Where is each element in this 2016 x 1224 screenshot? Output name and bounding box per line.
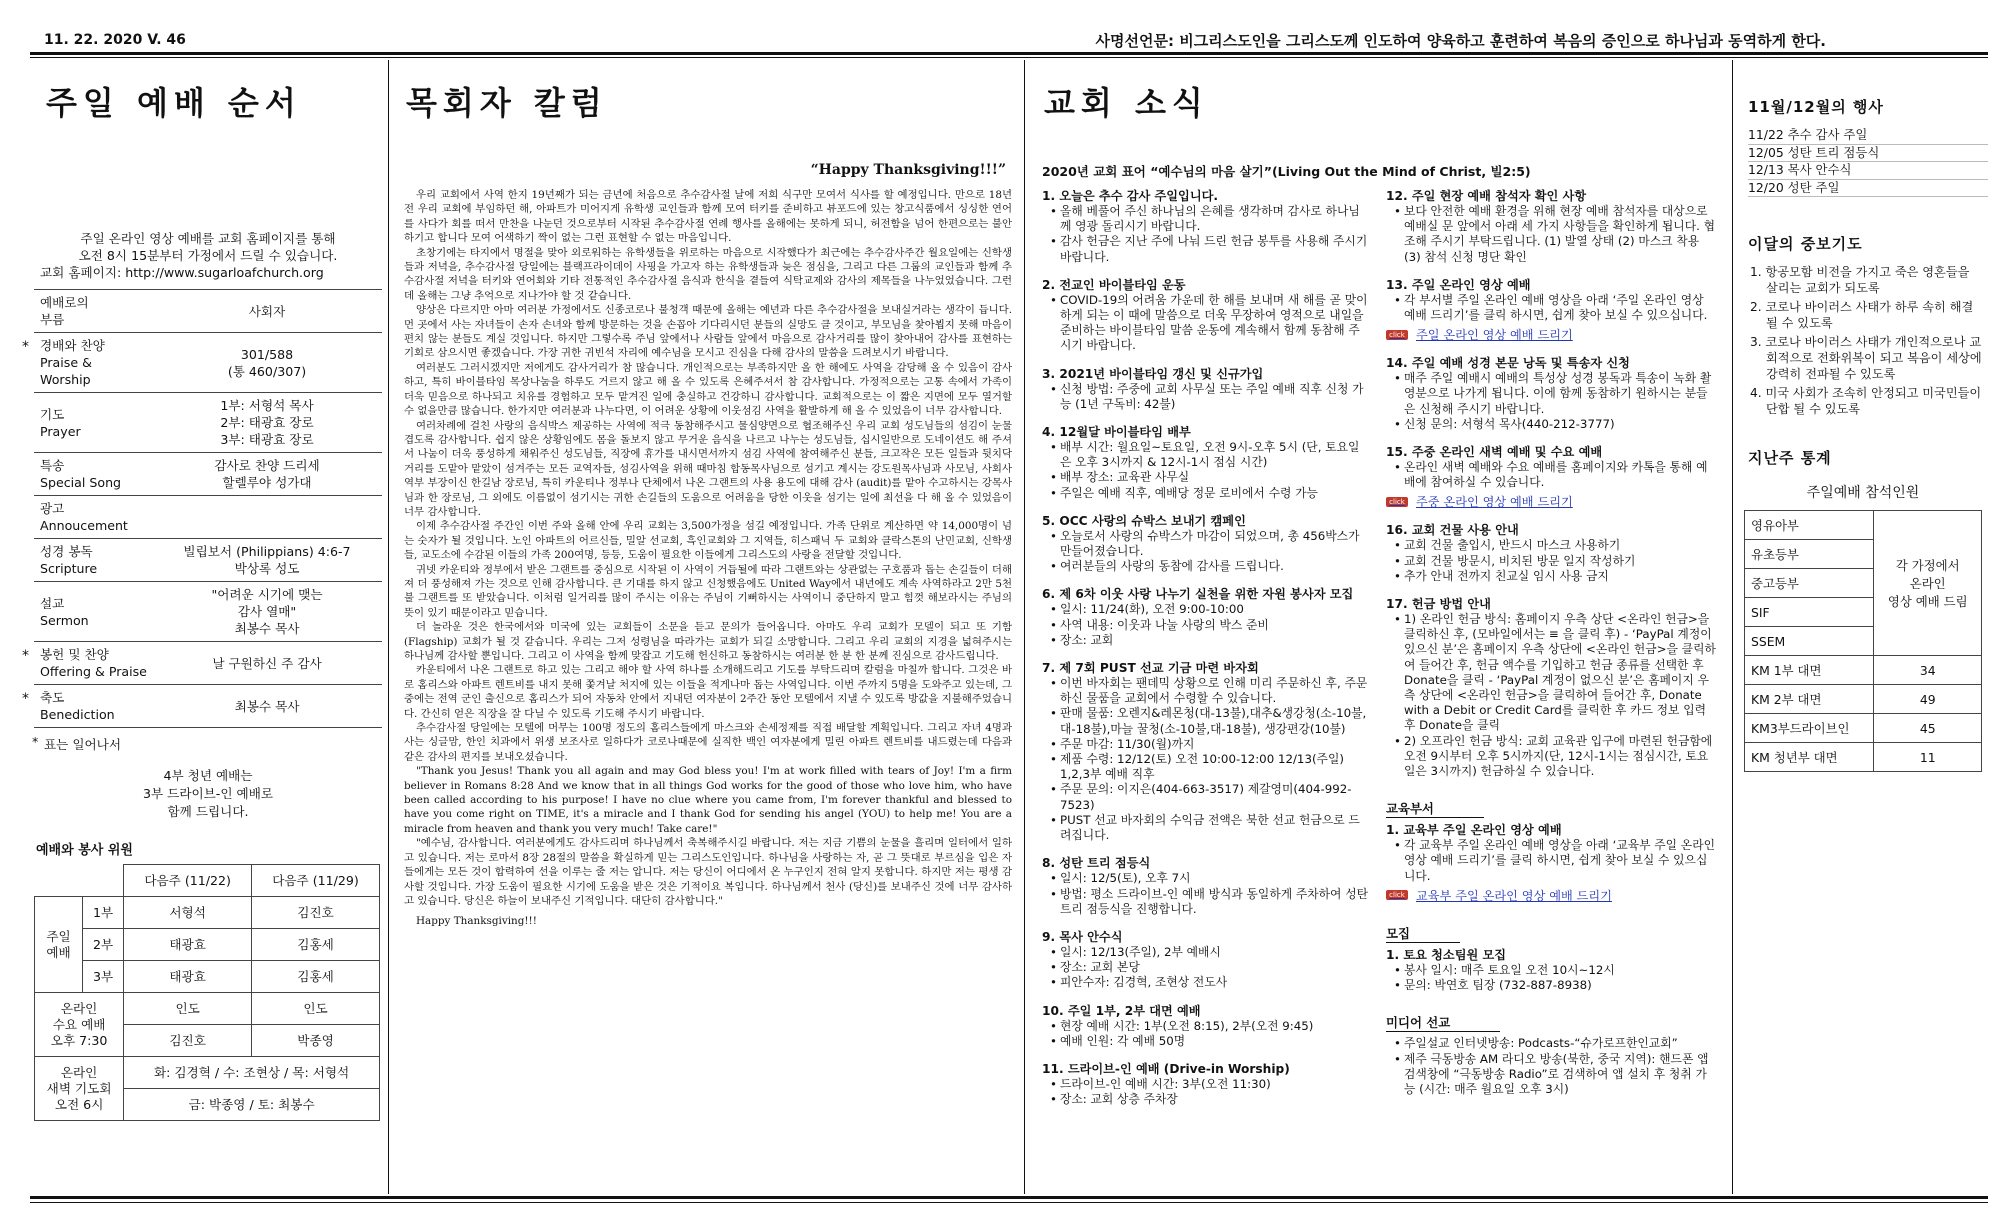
news-section-title: 미디어 선교 (1386, 1013, 1500, 1032)
news-item-list (1386, 204, 1716, 265)
issue-date: 11. 22. 2020 V. 46 (44, 32, 186, 48)
news-bullet: • 주문 마감: 11/30(월)까지 (1042, 737, 1370, 752)
news-item-list (1042, 293, 1370, 354)
service-table (34, 864, 380, 1121)
service-title: 예배와 봉사 위원 (36, 843, 133, 858)
pastor-column (392, 60, 1020, 1194)
news-bullet: • 사역 내용: 이웃과 나눌 사랑의 박스 준비 (1042, 618, 1370, 633)
top-rule-thin (30, 57, 1988, 58)
service-cell (35, 865, 124, 897)
news-item-list (1386, 838, 1716, 884)
service-cell: 3부 (83, 961, 124, 993)
church-theme: 2020년 교회 표어 “예수님의 마음 살기”(Living Out the Mind of Christ, 빌2:5) (1042, 164, 1531, 179)
stats-label: KM 1부 대면 (1745, 656, 1874, 685)
news-bullet: • 매주 주일 예배시 예배의 특성상 성경 봉독과 특송이 녹화 촬영분으로 나가게 됩니다. 이에 함께 동참하기 원하시는 분들은 신청해 주시기 바랍니다. (1386, 371, 1716, 417)
order-value: 사회자 (248, 303, 286, 319)
arrow-icon: click (1386, 330, 1408, 340)
order-name: 광고 Annoucement (40, 501, 128, 533)
order-row (22, 685, 382, 728)
column-divider (388, 60, 389, 1194)
news-item-list (1042, 676, 1370, 843)
order-row (34, 582, 382, 642)
order-list (22, 289, 382, 728)
order-row (22, 333, 382, 393)
order-row (22, 642, 382, 685)
stats-table (1744, 510, 1982, 772)
order-name: 경배와 찬양 Praise & Worship (40, 338, 105, 387)
news-bullet: • 2) 오프라인 헌금 방식: 교회 교육관 입구에 마련된 헌금함에 오전 9시부터 오후 5시까지(단, 12시-1시는 점심시간, 토요일은 3시까지) 헌금하실 수 있습니다. (1386, 734, 1716, 780)
stats-label: KM 2부 대면 (1745, 685, 1874, 714)
news-item-list (1386, 1036, 1716, 1097)
order-name: 특송 Special Song (40, 458, 122, 490)
stats-subtitle: 주일예배 참석인원 (1806, 485, 1920, 501)
news-right (1376, 188, 1722, 1119)
events-list (1748, 127, 1988, 197)
news-item (1042, 660, 1370, 843)
worship-order-column (22, 60, 384, 1194)
news-item-list (1042, 204, 1370, 265)
news-bullet: • 일시: 11/24(화), 오전 9:00-10:00 (1042, 602, 1370, 617)
stats-merged: 각 가정에서 온라인 영상 예배 드림 (1874, 511, 1982, 656)
order-name: 성경 봉독 Scripture (40, 544, 98, 576)
sidebar-column (1738, 60, 1988, 1194)
news-bullet: • 피안수자: 김경혁, 조현상 전도사 (1042, 975, 1370, 990)
service-cell: 주일 예배 (35, 897, 83, 993)
news-bullet: • 봉사 일시: 매주 토요일 오전 10시~12시 (1386, 963, 1716, 978)
news-bullet: • 주일은 예배 직후, 예배당 정문 로비에서 수령 가능 (1042, 486, 1370, 501)
stats-value: 45 (1874, 714, 1982, 743)
news-item-heading: 6. 제 6차 이웃 사랑 나누기 실천을 위한 자원 봉사자 모집 (1042, 587, 1354, 602)
news-bullet: • 교회 건물 출입시, 반드시 마스크 사용하기 (1386, 538, 1716, 553)
news-item-list (1386, 612, 1716, 779)
link-text: 주중 온라인 영상 예배 드리기 (1416, 495, 1573, 510)
service-cell: 김홍세 (252, 929, 380, 961)
news-item-heading: 13. 주일 온라인 영상 예배 (1386, 277, 1531, 292)
homepage-link[interactable]: 교회 홈페이지: http://www.sugarloafchurch.org (40, 265, 324, 280)
stats-value: 49 (1874, 685, 1982, 714)
top-rule (30, 52, 1988, 55)
column-paragraph: 여러차례에 걸친 사랑의 음식박스 제공하는 사역에 적극 동참해주시고 물심양면으로 협조해주신 우리 교회 성도님들의 섬김이 눈물겹도록 감사합니다. 쉽지 않은 상황임에도 몸을 돌보지 않고 무거운 음식을 나르고 나누는 성도님들, 십시일반으로 도네이션도 해 주셔서 나눔이 더욱 풍성하게 채워주신 성도님들, 직장에 휴가를 내시면서까지 섬김 사역에 참여해주신 분들, 크고작은 모든 일들과 뒷치닥거리를 도맡아 맡았이 섬겨주는 모든 교역자들, 섬김사역을 위해 때마침 합동목사님으로 섬기고 계시는 강도원목사님과 사모님, 사회사역부 부장이신 한길남 장로님, 특히 카운티나 정부나 단체에서 나온 그랜트의 사용 용도에 대해 감사 (audit)를 맡아 수고하시는 강목사님과 한 장로님, 그 외에도 이름없이 섬기시는 귀한 손길들의 도움으로 어려움을 당한 이웃을 섬기는 일에 최선을 다 해 올 수 있었음이 너무 감사합니다. (404, 419, 1012, 518)
service-cell: 김홍세 (252, 961, 380, 993)
news-bullet: • 각 부서별 주일 온라인 예배 영상을 아래 ‘주일 온라인 영상 예배 드리기’를 클릭 하시면, 쉽게 찾아 보실 수 있으십니다. (1386, 293, 1716, 323)
stats-label: 영유아부 (1745, 511, 1874, 540)
news-item-list (1042, 529, 1370, 575)
column-paragraph: 카운티에서 나온 그랜트로 하고 있는 그리고 해야 할 사역 하나를 소개해드리고 기도를 부탁드리며 칼럼을 마칠까 합니다. 그것은 바로 홈리스와 아파트 렌트비를 내지 못해 쫓겨날 처지에 있는 이들을 적게나마 돕는 사역입니다. 이번 주까지 5명을 도와주고 있는데, 그 중에는 전역 군인 출신으로 홈리스가 되어 자동차 안에서 지내던 여자분이 2주간 동안 모텔에서 지낼 수 있도록 방값을 지불해주었습니다. 간신히 얻은 직장을 잘 다닐 수 있도록 기도해 주시기 바랍니다. (404, 664, 1012, 720)
service-cell: 태광효 (124, 929, 252, 961)
news-bullet: • 배부 시간: 월요일~토요일, 오전 9시-오후 5시 (단, 토요일은 오후 3시까지 & 12시-1시 점심 시간) (1042, 440, 1370, 470)
service-cell: 2부 (83, 929, 124, 961)
column-divider (1024, 60, 1025, 1194)
link-text: 주일 온라인 영상 예배 드리기 (1416, 328, 1573, 343)
news-bullet: • 현장 예배 시간: 1부(오전 8:15), 2부(오전 9:45) (1042, 1019, 1370, 1034)
stats-label: SSEM (1745, 627, 1874, 656)
news-item-heading: 12. 주일 현장 예배 참석자 확인 사항 (1386, 189, 1587, 203)
news-item-list (1042, 382, 1370, 412)
news-item-list (1386, 371, 1716, 432)
column-paragraph: 여러분도 그러시겠지만 저에게도 감사거리가 참 많습니다. 개인적으로는 부족하지만 올 한 해에도 사역을 감당해 올 수 있음이 감사하고, 특히 바이블타임 목상나눔을 하루도 거르지 않고 해 올 수 있도록 은혜주셔서 참 감사합니다. 가정적으로는 고통 속에서 가족이 더욱 믿음으로 하나되고 치유를 경험하고 모두 맡겨진 일에 충실하고 건강하니 감사합니다. 교회적으로는 이 짧은 지면에 모두 열거할 수 없을만큼 많습니다. 한가지만 여러분과 나누다면, 이 어려운 상황에 이웃섬김 사역을 활발하게 해 올 수 있었음이 너무 감사합니다. (404, 361, 1012, 418)
order-value: 301/588 (통 460/307) (227, 346, 307, 379)
news-title: 교회 소식 (1044, 84, 1209, 122)
event-item: 12/13 목사 안수식 (1748, 162, 1988, 180)
news-item (1042, 1061, 1370, 1107)
prayer-item: 1. 항공모함 비전을 가지고 죽은 영혼들을 살리는 교회가 되도록 (1750, 265, 1970, 295)
news-bullet: • 추가 안내 전까지 친교실 임시 사용 금지 (1386, 569, 1716, 584)
news-item-heading: 4. 12월달 바이블타임 배부 (1042, 425, 1191, 440)
prayer-item: 2. 코로나 바이러스 사태가 하루 속히 해결될 수 있도록 (1750, 300, 1974, 330)
thank-you-letter: "예수님, 감사합니다. 여러분에게도 감사드리며 하나님께서 축복해주시길 바랍니다. 저는 지금 기쁨의 눈물을 흘리며 일터에서 일하고 있습니다. 저는 로마서 8장 28절의 말씀을 확실하게 믿는 그리스도인입니다. 하나님을 사랑하는 자, 곧 그 뜻대로 부르심을 입은 자들에게는 모든 것이 합력하여 선을 이루는 줄 저는 압니다. 저는 당신이 어디에서 온 누구인지 전혀 알지 못합니다. 하지만 저는 평생 감사할 것입니다. 가장 도움이 필요한 시기에 도움을 받은 것은 기적이요 복입니다. 하나님께서 천사 (당신)를 보내주신 것에 너무 감사하고 있습니다. 당신은 하늘이 보내주신 기적입니다. 대단히 감사합니다." (404, 837, 1012, 907)
news-bullet: • 방법: 평소 드라이브-인 예배 방식과 동일하게 주차하여 성탄 트리 점등식을 진행합니다. (1042, 887, 1370, 917)
stats-label: SIF (1745, 598, 1874, 627)
standing-star: * (22, 339, 29, 355)
order-row (34, 496, 382, 539)
news-item (1042, 1003, 1370, 1049)
news-item-heading: 1. 토요 청소팀원 모집 (1386, 947, 1507, 962)
news-bullet: • 각 교육부 주일 온라인 예배 영상을 아래 ‘교육부 주일 온라인 영상 예배 드리기’를 클릭 하시면, 쉽게 찾아 보실 수 있으십니다. (1386, 838, 1716, 884)
prayer-item: 4. 미국 사회가 조속히 안정되고 미국민들이 단합 될 수 있도록 (1750, 386, 1982, 416)
news-bullet: • 온라인 새벽 예배와 수요 예배를 홈페이지와 카톡을 통해 예배에 참여하실 수 있습니다. (1386, 460, 1716, 490)
news-item-list (1386, 963, 1716, 993)
news-bullet: • 신청 문의: 서형석 목사(440-212-3777) (1386, 417, 1716, 432)
column-paragraph: 추수감사절 당일에는 모텔에 머무는 100명 정도의 홈리스들에게 마스크와 손세정제를 직접 배달할 계획입니다. 그리고 자녀 4명과 사는 싱글맘, 한인 치과에서 위생 보조사로 일하다가 코로나때문에 실직한 백인 여자분에게 밀린 아파트 렌트비를 내드렸는데 다음과 같은 감사의 편지를 보내오셨습니다. (404, 722, 1012, 763)
events-title: 11월/12월의 행사 (1748, 98, 1884, 116)
news-bullet: • 여러분들의 사랑의 동참에 감사를 드립니다. (1042, 559, 1370, 574)
order-value: 1부: 서형석 목사 2부: 태광효 장로 3부: 태광효 장로 (220, 398, 314, 447)
news-bullet: • 올해 베풀어 주신 하나님의 은혜를 생각하며 감사로 하나님께 영광 돌리시기 바랍니다. (1042, 204, 1370, 234)
column-paragraph: 이제 추수감사절 주간인 이번 주와 올해 안에 우리 교회는 3,500가정을 섬길 예정입니다. 가족 단위로 계산하면 약 14,000명이 넘는 숫자가 될 것입니다. 노인 아파트의 어르신들, 밀알 선교회, 흑인교회와 그 지역들, 히스패닉 두 교회와 클락스톤의 난민교회, 신학생들, 교도소에 수감된 이들의 가족 200여명, 등등, 도움이 필요한 이들에게 그리스도의 사랑을 전달할 것입니다. (404, 520, 1012, 562)
service-cell: 화: 김경혁 / 수: 조현상 / 목: 서형석 (124, 1057, 380, 1089)
news-item-list (1386, 538, 1716, 584)
news-item-heading: 17. 헌금 방법 안내 (1386, 597, 1491, 612)
order-row (34, 539, 382, 582)
event-item: 11/22 추수 감사 주일 (1748, 127, 1988, 145)
news-item-list (1042, 945, 1370, 991)
prayer-title: 이달의 중보기도 (1748, 235, 1863, 253)
worship-title: 주일 예배 순서 (46, 84, 302, 122)
news-item (1386, 822, 1716, 904)
stats-title: 지난주 통계 (1748, 449, 1832, 467)
online-worship-link[interactable] (1389, 493, 1716, 510)
news-item (1042, 586, 1370, 648)
event-item: 12/20 성탄 주일 (1748, 180, 1988, 198)
legend-text: 표는 일어나서 (44, 737, 121, 752)
stats-label: KM 청년부 대면 (1745, 743, 1874, 772)
news-item-list (1042, 871, 1370, 917)
news-item (1386, 444, 1716, 510)
worship-intro (40, 230, 376, 281)
news-bullet: • 보다 안전한 예배 환경을 위해 현장 예배 참석자를 대상으로 예배실 문 앞에서 아래 세 가지 사항들을 확인하게 됩니다. 협조해 주시기 부탁드립니다. (1) 발열 상태 (2) 마스크 착용 (3) 참석 신청 명단 확인 (1386, 204, 1716, 265)
news-bullet: • 배부 장소: 교육관 사무실 (1042, 470, 1370, 485)
news-item (1386, 355, 1716, 432)
news-bullet: • 예배 인원: 각 예배 50명 (1042, 1034, 1370, 1049)
service-cell: 온라인 새벽 기도회 오전 6시 (35, 1057, 124, 1121)
news-bullet: • 일시: 12/5(토), 오후 7시 (1042, 871, 1370, 886)
order-value: 최봉수 목사 (234, 698, 300, 714)
standing-legend (34, 734, 384, 753)
news-bullet: • 이번 바자회는 팬데믹 상황으로 인해 미리 주문하신 후, 주문하신 물품을 교회에서 수령할 수 있습니다. (1042, 676, 1370, 706)
news-section-title: 교육부서 (1386, 799, 1484, 818)
news-left (1030, 188, 1376, 1119)
online-worship-link[interactable] (1389, 326, 1716, 343)
news-item-heading: 3. 2021년 바이블타임 갱신 및 신규가입 (1042, 366, 1264, 381)
news-item-heading: 9. 목사 안수식 (1042, 929, 1123, 944)
news-item (1042, 424, 1370, 501)
order-value (152, 513, 382, 521)
news-bullet: • 일시: 12/13(주일), 2부 예배시 (1042, 945, 1370, 960)
news-bullet: • COVID-19의 어려움 가운데 한 해를 보내며 새 해를 곧 맞이하게 되는 이 때에 말씀으로 더욱 무장하여 영적으로 내일을 준비하는 바이블타임 말씀 운동에 계속해서 함께 동참해 주시기 바랍니다. (1042, 293, 1370, 354)
news-bullet: • 장소: 교회 본당 (1042, 960, 1370, 975)
news-item (1042, 366, 1370, 412)
news-item-list (1386, 293, 1716, 323)
news-item-heading: 14. 주일 예배 성경 본문 낭독 및 특송자 신청 (1386, 356, 1630, 371)
service-cell: 박종영 (252, 1025, 380, 1057)
bottom-rule-thin (30, 1202, 1988, 1203)
news-item-list (1042, 1077, 1370, 1107)
prayer-list (1750, 264, 1984, 417)
order-row (34, 453, 382, 496)
standing-star: * (22, 691, 29, 707)
news-item-heading: 2. 전교인 바이블타임 운동 (1042, 277, 1186, 292)
column-paragraph: 더 놀라운 것은 한국에서와 미국에 있는 교회들이 소문을 듣고 문의가 들어옵니다. 아마도 우리 교회가 모델이 되고 또 기함(Flagship) 교회가 될 것 같습니다. 우리는 그저 성령님을 따라가는 교회가 되길 소망합니다. 그리고 우리 교회의 지경을 넓혀주시는 하나님께 감사할 뿐입니다. 그리고 이 사역을 함께 맞잡고 기도해 헌신하고 동참하시는 여러분 한 분 한 분께 진심으로 감사드립니다. (404, 621, 1012, 662)
news-item-heading: 1. 교육부 주일 온라인 영상 예배 (1386, 823, 1562, 838)
order-value: 날 구원하신 주 감사 (212, 655, 322, 671)
service-cell: 서형석 (124, 897, 252, 929)
service-cell: 온라인 수요 예배 오후 7:30 (35, 993, 124, 1057)
stats-label: 중고등부 (1745, 569, 1874, 598)
news-item (1042, 188, 1370, 265)
news-bullet: • 제품 수령: 12/12(토) 오전 10:00-12:00 12/13(주일) 1,2,3부 예배 직후 (1042, 752, 1370, 782)
service-cell: 인도 (252, 993, 380, 1025)
news-item (1386, 522, 1716, 584)
link-text: 교육부 주일 온라인 영상 예배 드리기 (1416, 888, 1612, 903)
column-title: 목회자 칼럼 (406, 84, 608, 122)
news-item (1386, 277, 1716, 343)
event-item: 12/05 성탄 트리 점등식 (1748, 145, 1988, 163)
service-cell: 태광효 (124, 961, 252, 993)
stats-label: KM3부드라이브인 (1745, 714, 1874, 743)
news-bullet: • 판매 물품: 오렌지&레몬청(대-13불),대추&생강청(소-10불,대-18불),마늘 꿀청(소-10불,대-18불), 생강편강(10불) (1042, 706, 1370, 736)
news-item (1042, 277, 1370, 354)
news-item-heading: 10. 주일 1부, 2부 대면 예배 (1042, 1003, 1201, 1018)
stats-value: 11 (1874, 743, 1982, 772)
stats-value: 34 (1874, 656, 1982, 685)
order-row (34, 393, 382, 453)
news-bullet: • 1) 온라인 헌금 방식: 홈페이지 우측 상단 <온라인 헌금>을 클릭하신 후, (모바일에서는 ≡ 을 클릭 후) - ‘PayPal 계정이 있으신 분’은 홈페이지 우측 상단에 <온라인 헌금>을 클릭하여 들어간 후, 헌금 액수를 기입하고 헌금 종류를 선택한 후 Donate을 클릭 - ‘PayPal 계정이 없으신 분’은 홈페이지 우측 상단에 <온라인 헌금>을 클릭하여 들어간 후, Donate with a Debit or Credit Card를 클릭한 후 카드 정보 입력 후 Donate을 클릭 (1386, 612, 1716, 734)
order-name: 예배로의 부름 (40, 295, 89, 327)
news-section-title: 모집 (1386, 924, 1460, 943)
intro-line: 주일 온라인 영상 예배를 교회 홈페이지를 통해 (80, 231, 336, 246)
column-paragraph: 우리 교회에서 사역 한지 19년째가 되는 금년에 처음으로 추수감사절 날에 저희 식구만 모여서 식사를 할 예정입니다. 만으로 18년 전 우리 교회에 부임하던 해, 아파트가 미어지게 유학생 교인들과 함께 모여 터키를 준비하고 뷰포드에 있는 창고식품에서 싱싱한 연어를 사다가 회를 떠서 만찬을 나눈던 것으로부터 시작된 추수감사절 연례 행사를 올해에는 못하게 되니, 허전함을 넘어 한편으로는 불안하기고 합니다 모여 어색하기 짝이 없는 그런 표현할 수 없는 마음입니다. (404, 189, 1012, 245)
bottom-rule (30, 1196, 1988, 1199)
news-item (1386, 1036, 1716, 1097)
news-item-heading: 15. 주중 온라인 새벽 예배 및 수요 예배 (1386, 445, 1603, 460)
star-icon: * (32, 734, 39, 749)
news-bullet: • 감사 헌금은 지난 주에 나눠 드린 헌금 봉투를 사용해 주시기 바랍니다. (1042, 234, 1370, 264)
online-worship-link[interactable] (1389, 887, 1716, 904)
service-cell: 금: 박종영 / 토: 최봉수 (124, 1089, 380, 1121)
news-item-list (1042, 440, 1370, 501)
news-item-heading: 1. 오늘은 추수 감사 주일입니다. (1042, 189, 1218, 203)
church-news-column (1030, 60, 1726, 1194)
news-bullet: • 오늘로서 사랑의 슈박스가 마감이 되었으며, 총 456박스가 만들어졌습니다. (1042, 529, 1370, 559)
news-bullet: • 신청 방법: 주중에 교회 사무실 또는 주일 예배 직후 신청 가능 (1년 구독비: 42불) (1042, 382, 1370, 412)
column-body (404, 188, 1012, 929)
news-item (1042, 855, 1370, 917)
order-name: 설교 Sermon (40, 595, 89, 628)
news-item (1386, 947, 1716, 993)
order-name: 기도 Prayer (40, 406, 81, 439)
column-paragraph: 귀넷 카운티와 정부에서 받은 그랜트를 중심으로 시작된 이 사역이 거듭될에 따라 그랜트와는 상관없는 구호품과 돕는 손길들이 더해져 더 풍성해져 가는 것으로 인해 감사합니다. 큰 기대를 하지 않고 신청했음에도 United Way에서 내년에도 계속 사역하라고 2만 5천불 그랜트를 또 받았습니다. 이처럼 일거리를 많이 주시는 이유는 주님이 기뻐하시는 사역이니 중단하지 말고 힘껏 해보라시는 주님의 뜻이 있기 때문이라고 믿습니다. (404, 563, 1012, 619)
order-value: 빌립보서 (Philippians) 4:6-7 박상록 성도 (183, 544, 351, 576)
news-item-list (1386, 460, 1716, 490)
stats-label: 유초등부 (1745, 540, 1874, 569)
prayer-item: 3. 코로나 바이러스 사태가 개인적으로나 교회적으로 전화위복이 되고 복음이 세상에 강력히 전파될 수 있도록 (1750, 335, 1982, 381)
news-item-heading: 11. 드라이브-인 예배 (Drive-in Worship) (1042, 1061, 1290, 1076)
news-item-heading: 5. OCC 사랑의 슈박스 보내기 캠페인 (1042, 513, 1246, 528)
order-row (34, 290, 382, 333)
news-bullet: • 드라이브-인 예배 시간: 3부(오전 11:30) (1042, 1077, 1370, 1092)
column-paragraph: 초창기에는 타지에서 명절을 맞아 외로워하는 유학생들을 위로하는 마음으로 시작했다가 최근에는 추수감사주간 월요일에는 신학생들과 저녁을, 추수감사절 당일에는 블랙프라이데이 사핑을 가고자 하는 유학생들과 늦은 점심을, 그리고 다른 그룹의 교인들과 함께 추수감사절 저녁을 터키와 연어회와 기타 전통적인 추수감사절 음식과 한식을 곁들여 식탁교제와 감사의 제목들을 나누었었습니다. 그런데 올해는 그냥 추억으로 지나가야 할 것 같습니다. (404, 246, 1012, 302)
news-item (1042, 929, 1370, 991)
news-item (1386, 188, 1716, 265)
news-bullet: • PUST 선교 바자회의 수익금 전액은 북한 선교 헌금으로 드려집니다. (1042, 813, 1370, 843)
order-name: 봉헌 및 찬양 Offering & Praise (40, 647, 147, 679)
news-bullet: • 주문 문의: 이지은(404-663-3517) 제갈영미(404-992-7523) (1042, 782, 1370, 812)
intro-line: 오전 8시 15분부터 가정에서 드릴 수 있습니다. (78, 248, 338, 263)
arrow-icon: click (1386, 497, 1408, 507)
news-item-list (1042, 602, 1370, 648)
news-bullet: • 장소: 교회 상층 주차장 (1042, 1092, 1370, 1107)
news-bullet: • 장소: 교회 (1042, 633, 1370, 648)
news-item (1386, 596, 1716, 779)
news-item-heading: 8. 성탄 트리 점등식 (1042, 856, 1151, 871)
order-name: 축도 Benediction (40, 690, 115, 722)
page-header (0, 0, 2016, 50)
standing-star: * (22, 648, 29, 664)
column-divider (1732, 60, 1733, 1194)
order-value: 감사로 찬양 드리세 할렐루야 성가대 (214, 458, 320, 490)
youth-notice: 4부 청년 예배는 3부 드라이브-인 예배로 함께 드립니다. (142, 768, 274, 819)
service-cell: 다음주 (11/22) (124, 865, 252, 897)
service-cell: 인도 (124, 993, 252, 1025)
news-bullet: • 제주 극동방송 AM 라디오 방송(북한, 중국 지역): 핸드폰 앱 검색창에 “극동방송 Radio”로 검색하여 앱 설치 후 청취 가능 (시간: 매주 월요일 오후 3시) (1386, 1052, 1716, 1098)
news-bullet: • 문의: 박연호 팀장 (732-887-8938) (1386, 978, 1716, 993)
news-item-list (1042, 1019, 1370, 1049)
mission-statement: 사명선언문: 비그리스도인을 그리스도께 인도하여 양육하고 훈련하여 복음의 증인으로 하나님과 동역하게 한다. (1095, 32, 1826, 50)
thank-you-letter: "Thank you Jesus! Thank you all again and may God bless you! I'm at work filled with tears of Joy! I'm a firm believer in Romans 8:28 And we know that in all things God works for the good of those who love him, who have been called according to his purpose! I have no clue where you came from, I'm forever thankful and blessed to have you come right on TIME, it's a miracle and I thank God for sending his angel (YOU) to help me! You are a miracle from heaven and thank you very much! Take care!" (404, 765, 1012, 835)
column-paragraph: 양상은 다르지만 아마 여러분 가정에서도 신종코로나 불청객 때문에 올해는 예년과 다른 추수감사절을 보내실거라는 생각이 듭니다. 먼 곳에서 사는 자녀들이 손자 손녀와 함께 방문하는 것을 손꼽아 기다리시던 분들의 실망도 클 것이고, 부모님을 찾아뵙지 못해 마음이 편치 않는 분들도 계실 것입니다. 하지만 그렇수록 주님 앞에서나 사람들 앞에서 마음으로 감사거리를 많이 찾아내어 감사를 표현하는 기회로 삼으시면 좋겠습니다. 가장 귀한 귀빈석 자리에 예수님을 모시고 진심을 다해 감사의 말씀을 드려보시기 바랍니다. (404, 304, 1012, 360)
service-cell: 1부 (83, 897, 124, 929)
service-cell: 김진호 (124, 1025, 252, 1057)
news-item (1042, 513, 1370, 575)
news-item-heading: 7. 제 7회 PUST 선교 기금 마련 바자회 (1042, 661, 1259, 676)
column-greeting: “Happy Thanksgiving!!!” (810, 162, 1006, 178)
service-cell: 김진호 (252, 897, 380, 929)
column-closing: Happy Thanksgiving!!! (416, 915, 537, 928)
news-bullet: • 주일설교 인터넷방송: Podcasts-“슈가로프한인교회” (1386, 1036, 1716, 1051)
news-item-heading: 16. 교회 건물 사용 안내 (1386, 523, 1519, 538)
arrow-icon: click (1386, 890, 1408, 900)
service-cell: 다음주 (11/29) (252, 865, 380, 897)
news-bullet: • 교회 건물 방문시, 비치된 방문 일지 작성하기 (1386, 554, 1716, 569)
order-value: "어려운 시기에 맺는 감사 열매" 최봉수 목사 (211, 587, 323, 636)
